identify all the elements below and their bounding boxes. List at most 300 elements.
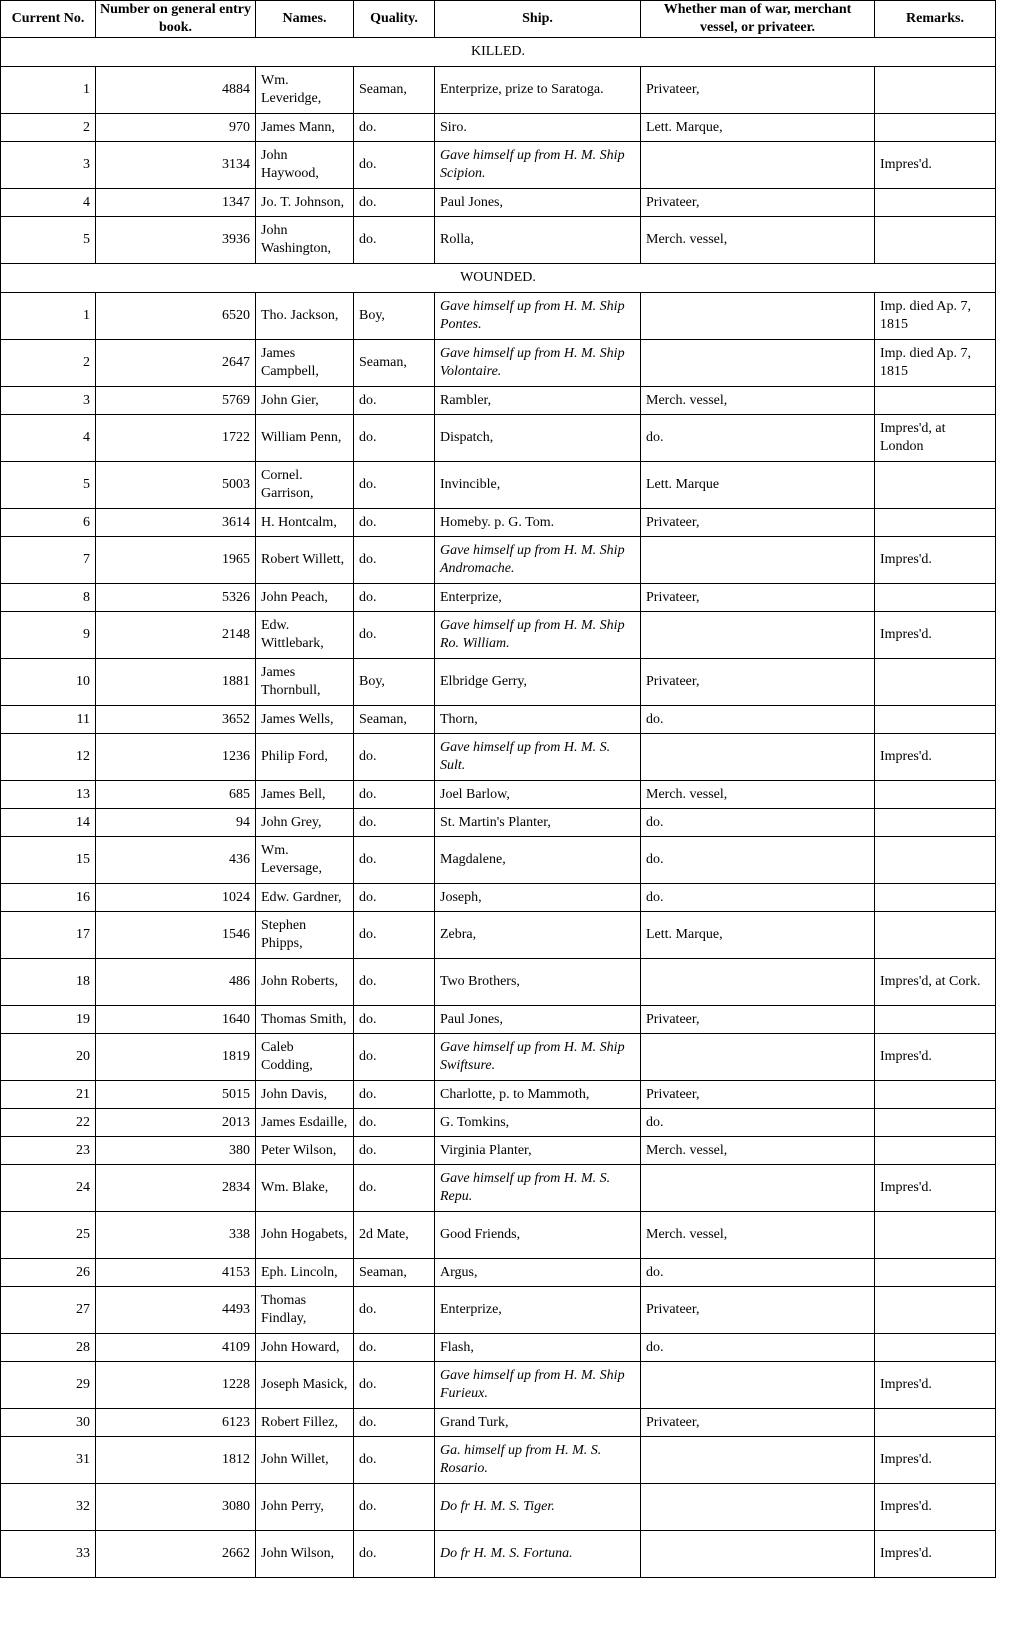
quality-cell: do. (354, 387, 435, 415)
name-cell: Edw. Wittlebark, (256, 612, 354, 659)
header-ship: Ship. (435, 1, 641, 38)
entry-number-cell: 2834 (96, 1165, 256, 1212)
name-cell: Jo. T. Johnson, (256, 189, 354, 217)
section-row (1, 264, 996, 293)
quality-cell: do. (354, 1109, 435, 1137)
name-cell: James Bell, (256, 781, 354, 809)
table-row (1, 114, 996, 142)
quality-cell: do. (354, 1287, 435, 1334)
vessel-type-cell: do. (641, 837, 875, 884)
current-no-cell: 2 (1, 114, 96, 142)
table-row (1, 734, 996, 781)
ship-cell: Good Friends, (435, 1212, 641, 1259)
ship-cell: Virginia Planter, (435, 1137, 641, 1165)
vessel-type-cell: Lett. Marque, (641, 114, 875, 142)
vessel-type-cell: Merch. vessel, (641, 387, 875, 415)
remarks-cell (875, 781, 996, 809)
name-cell: Philip Ford, (256, 734, 354, 781)
header-current-no: Current No. (1, 1, 96, 38)
vessel-type-cell (641, 1362, 875, 1409)
ship-cell: St. Martin's Planter, (435, 809, 641, 837)
quality-cell: do. (354, 959, 435, 1006)
current-no-cell: 16 (1, 884, 96, 912)
quality-cell: Seaman, (354, 67, 435, 114)
vessel-type-cell (641, 1165, 875, 1212)
vessel-type-cell: Lett. Marque, (641, 912, 875, 959)
name-cell: John Howard, (256, 1334, 354, 1362)
vessel-type-cell (641, 1531, 875, 1578)
quality-cell: do. (354, 1137, 435, 1165)
table-row (1, 142, 996, 189)
ship-cell: Grand Turk, (435, 1409, 641, 1437)
quality-cell: do. (354, 1081, 435, 1109)
remarks-cell (875, 387, 996, 415)
ship-cell: Two Brothers, (435, 959, 641, 1006)
entry-number-cell: 3936 (96, 217, 256, 264)
current-no-cell: 15 (1, 837, 96, 884)
table-row (1, 217, 996, 264)
ship-cell: Dispatch, (435, 415, 641, 462)
table-row (1, 340, 996, 387)
vessel-type-cell: do. (641, 884, 875, 912)
ship-cell: Gave himself up from H. M. Ship Furieux. (435, 1362, 641, 1409)
remarks-cell: Impres'd. (875, 1484, 996, 1531)
vessel-type-cell: do. (641, 415, 875, 462)
remarks-cell (875, 1259, 996, 1287)
header-vessel-type: Whether man of war, merchant vessel, or privateer. (641, 1, 875, 38)
current-no-cell: 22 (1, 1109, 96, 1137)
quality-cell: 2d Mate, (354, 1212, 435, 1259)
remarks-cell (875, 659, 996, 706)
current-no-cell: 19 (1, 1006, 96, 1034)
vessel-type-cell (641, 959, 875, 1006)
vessel-type-cell (641, 734, 875, 781)
quality-cell: Seaman, (354, 340, 435, 387)
remarks-cell: Impres'd, at London (875, 415, 996, 462)
quality-cell: Boy, (354, 293, 435, 340)
name-cell: Eph. Lincoln, (256, 1259, 354, 1287)
ship-cell: Thorn, (435, 706, 641, 734)
remarks-cell: Impres'd. (875, 612, 996, 659)
entry-number-cell: 4153 (96, 1259, 256, 1287)
name-cell: Cornel. Garrison, (256, 462, 354, 509)
name-cell: William Penn, (256, 415, 354, 462)
ship-cell: Gave himself up from H. M. Ship Andromache. (435, 537, 641, 584)
header-entry-no: Number on general entry book. (96, 1, 256, 38)
name-cell: John Gier, (256, 387, 354, 415)
entry-number-cell: 486 (96, 959, 256, 1006)
name-cell: Edw. Gardner, (256, 884, 354, 912)
vessel-type-cell: Privateer, (641, 1409, 875, 1437)
quality-cell: do. (354, 189, 435, 217)
entry-number-cell: 3652 (96, 706, 256, 734)
table-row (1, 1484, 996, 1531)
remarks-cell (875, 1081, 996, 1109)
quality-cell: do. (354, 884, 435, 912)
ship-cell: Joseph, (435, 884, 641, 912)
remarks-cell (875, 912, 996, 959)
entry-number-cell: 6123 (96, 1409, 256, 1437)
entry-number-cell: 685 (96, 781, 256, 809)
name-cell: Peter Wilson, (256, 1137, 354, 1165)
quality-cell: do. (354, 537, 435, 584)
table-row (1, 1259, 996, 1287)
quality-cell: do. (354, 612, 435, 659)
remarks-cell: Impres'd. (875, 1165, 996, 1212)
remarks-cell (875, 217, 996, 264)
current-no-cell: 4 (1, 415, 96, 462)
vessel-type-cell: do. (641, 1109, 875, 1137)
name-cell: John Hogabets, (256, 1212, 354, 1259)
remarks-cell (875, 584, 996, 612)
name-cell: John Willet, (256, 1437, 354, 1484)
header-row (1, 1, 996, 38)
entry-number-cell: 1236 (96, 734, 256, 781)
quality-cell: do. (354, 142, 435, 189)
entry-number-cell: 6520 (96, 293, 256, 340)
entry-number-cell: 5015 (96, 1081, 256, 1109)
entry-number-cell: 2647 (96, 340, 256, 387)
entry-number-cell: 338 (96, 1212, 256, 1259)
entry-number-cell: 3134 (96, 142, 256, 189)
name-cell: James Wells, (256, 706, 354, 734)
table-row (1, 706, 996, 734)
ship-cell: G. Tomkins, (435, 1109, 641, 1137)
remarks-cell: Impres'd. (875, 142, 996, 189)
quality-cell: do. (354, 1165, 435, 1212)
current-no-cell: 25 (1, 1212, 96, 1259)
ship-cell: Charlotte, p. to Mammoth, (435, 1081, 641, 1109)
remarks-cell (875, 1409, 996, 1437)
current-no-cell: 13 (1, 781, 96, 809)
ship-cell: Paul Jones, (435, 189, 641, 217)
ship-cell: Gave himself up from H. M. Ship Swiftsure. (435, 1034, 641, 1081)
ship-cell: Enterprize, (435, 584, 641, 612)
header-names: Names. (256, 1, 354, 38)
remarks-cell (875, 1212, 996, 1259)
name-cell: Thomas Smith, (256, 1006, 354, 1034)
quality-cell: do. (354, 1437, 435, 1484)
remarks-cell (875, 1006, 996, 1034)
current-no-cell: 1 (1, 67, 96, 114)
quality-cell: do. (354, 114, 435, 142)
table-row (1, 781, 996, 809)
name-cell: Wm. Leveridge, (256, 67, 354, 114)
ship-cell: Homeby. p. G. Tom. (435, 509, 641, 537)
entry-number-cell: 5003 (96, 462, 256, 509)
name-cell: John Perry, (256, 1484, 354, 1531)
name-cell: Caleb Codding, (256, 1034, 354, 1081)
table-row (1, 1137, 996, 1165)
table-row (1, 912, 996, 959)
quality-cell: do. (354, 217, 435, 264)
table-row (1, 1409, 996, 1437)
vessel-type-cell: Privateer, (641, 67, 875, 114)
vessel-type-cell (641, 612, 875, 659)
current-no-cell: 10 (1, 659, 96, 706)
quality-cell: Seaman, (354, 1259, 435, 1287)
vessel-type-cell: Privateer, (641, 1287, 875, 1334)
table-row (1, 1437, 996, 1484)
table-row (1, 1109, 996, 1137)
table-row (1, 1006, 996, 1034)
ship-cell: Gave himself up from H. M. S. Sult. (435, 734, 641, 781)
table-row (1, 659, 996, 706)
entry-number-cell: 1722 (96, 415, 256, 462)
ship-cell: Siro. (435, 114, 641, 142)
name-cell: John Grey, (256, 809, 354, 837)
remarks-cell: Impres'd. (875, 1362, 996, 1409)
ship-cell: Gave himself up from H. M. Ship Scipion. (435, 142, 641, 189)
table-row (1, 415, 996, 462)
ship-cell: Flash, (435, 1334, 641, 1362)
current-no-cell: 24 (1, 1165, 96, 1212)
table-row (1, 1362, 996, 1409)
name-cell: James Thornbull, (256, 659, 354, 706)
entry-number-cell: 1881 (96, 659, 256, 706)
ship-cell: Magdalene, (435, 837, 641, 884)
name-cell: Wm. Leversage, (256, 837, 354, 884)
ship-cell: Rolla, (435, 217, 641, 264)
current-no-cell: 17 (1, 912, 96, 959)
vessel-type-cell (641, 340, 875, 387)
ship-cell: Argus, (435, 1259, 641, 1287)
entry-number-cell: 1546 (96, 912, 256, 959)
ship-cell: Do fr H. M. S. Tiger. (435, 1484, 641, 1531)
vessel-type-cell (641, 1484, 875, 1531)
quality-cell: Boy, (354, 659, 435, 706)
name-cell: James Mann, (256, 114, 354, 142)
name-cell: Joseph Masick, (256, 1362, 354, 1409)
current-no-cell: 21 (1, 1081, 96, 1109)
name-cell: Stephen Phipps, (256, 912, 354, 959)
quality-cell: do. (354, 462, 435, 509)
vessel-type-cell: do. (641, 706, 875, 734)
entry-number-cell: 5326 (96, 584, 256, 612)
current-no-cell: 8 (1, 584, 96, 612)
remarks-cell (875, 67, 996, 114)
vessel-type-cell: Lett. Marque (641, 462, 875, 509)
table-row (1, 537, 996, 584)
name-cell: James Campbell, (256, 340, 354, 387)
ship-cell: Do fr H. M. S. Fortuna. (435, 1531, 641, 1578)
quality-cell: Seaman, (354, 706, 435, 734)
current-no-cell: 2 (1, 340, 96, 387)
quality-cell: do. (354, 1034, 435, 1081)
current-no-cell: 9 (1, 612, 96, 659)
entry-number-cell: 1812 (96, 1437, 256, 1484)
table-row (1, 837, 996, 884)
remarks-cell (875, 1287, 996, 1334)
table-row (1, 387, 996, 415)
table-row (1, 293, 996, 340)
current-no-cell: 14 (1, 809, 96, 837)
vessel-type-cell: Privateer, (641, 189, 875, 217)
remarks-cell (875, 1334, 996, 1362)
vessel-type-cell (641, 1034, 875, 1081)
quality-cell: do. (354, 912, 435, 959)
name-cell: John Roberts, (256, 959, 354, 1006)
remarks-cell: Imp. died Ap. 7, 1815 (875, 293, 996, 340)
current-no-cell: 29 (1, 1362, 96, 1409)
remarks-cell: Imp. died Ap. 7, 1815 (875, 340, 996, 387)
ship-cell: Gave himself up from H. M. Ship Volontaire. (435, 340, 641, 387)
current-no-cell: 12 (1, 734, 96, 781)
header-remarks: Remarks. (875, 1, 996, 38)
quality-cell: do. (354, 1362, 435, 1409)
ship-cell: Enterprize, prize to Saratoga. (435, 67, 641, 114)
remarks-cell: Impres'd. (875, 1034, 996, 1081)
current-no-cell: 26 (1, 1259, 96, 1287)
ship-cell: Invincible, (435, 462, 641, 509)
quality-cell: do. (354, 837, 435, 884)
entry-number-cell: 2013 (96, 1109, 256, 1137)
table-row (1, 584, 996, 612)
quality-cell: do. (354, 781, 435, 809)
remarks-cell (875, 1109, 996, 1137)
table-row (1, 67, 996, 114)
table-row (1, 1287, 996, 1334)
quality-cell: do. (354, 1409, 435, 1437)
vessel-type-cell: do. (641, 1259, 875, 1287)
remarks-cell: Impres'd. (875, 734, 996, 781)
ship-cell: Gave himself up from H. M. Ship Pontes. (435, 293, 641, 340)
table-row (1, 809, 996, 837)
header-quality: Quality. (354, 1, 435, 38)
table-row (1, 1531, 996, 1578)
vessel-type-cell (641, 537, 875, 584)
remarks-cell: Impres'd. (875, 1531, 996, 1578)
entry-number-cell: 2662 (96, 1531, 256, 1578)
ship-cell: Enterprize, (435, 1287, 641, 1334)
quality-cell: do. (354, 509, 435, 537)
remarks-cell (875, 114, 996, 142)
table-row (1, 1034, 996, 1081)
vessel-type-cell (641, 1437, 875, 1484)
vessel-type-cell: Merch. vessel, (641, 1137, 875, 1165)
name-cell: Wm. Blake, (256, 1165, 354, 1212)
name-cell: Robert Fillez, (256, 1409, 354, 1437)
table-row (1, 1212, 996, 1259)
entry-number-cell: 3614 (96, 509, 256, 537)
remarks-cell (875, 189, 996, 217)
current-no-cell: 18 (1, 959, 96, 1006)
current-no-cell: 32 (1, 1484, 96, 1531)
entry-number-cell: 1024 (96, 884, 256, 912)
ship-cell: Zebra, (435, 912, 641, 959)
vessel-type-cell: Privateer, (641, 1006, 875, 1034)
current-no-cell: 11 (1, 706, 96, 734)
quality-cell: do. (354, 734, 435, 781)
entry-number-cell: 1228 (96, 1362, 256, 1409)
current-no-cell: 3 (1, 387, 96, 415)
remarks-cell: Impres'd. (875, 1437, 996, 1484)
table-row (1, 1334, 996, 1362)
section-row (1, 38, 996, 67)
name-cell: John Wilson, (256, 1531, 354, 1578)
vessel-type-cell: Merch. vessel, (641, 1212, 875, 1259)
current-no-cell: 28 (1, 1334, 96, 1362)
ship-cell: Rambler, (435, 387, 641, 415)
remarks-cell (875, 884, 996, 912)
name-cell: John Davis, (256, 1081, 354, 1109)
vessel-type-cell: Privateer, (641, 509, 875, 537)
entry-number-cell: 94 (96, 809, 256, 837)
name-cell: Tho. Jackson, (256, 293, 354, 340)
remarks-cell: Impres'd, at Cork. (875, 959, 996, 1006)
current-no-cell: 31 (1, 1437, 96, 1484)
name-cell: Robert Willett, (256, 537, 354, 584)
vessel-type-cell: do. (641, 1334, 875, 1362)
entry-number-cell: 1819 (96, 1034, 256, 1081)
table-row (1, 462, 996, 509)
name-cell: Thomas Findlay, (256, 1287, 354, 1334)
entry-number-cell: 1965 (96, 537, 256, 584)
table-row (1, 884, 996, 912)
entry-number-cell: 436 (96, 837, 256, 884)
table-body (1, 38, 996, 1578)
quality-cell: do. (354, 1484, 435, 1531)
table-row (1, 189, 996, 217)
current-no-cell: 27 (1, 1287, 96, 1334)
entry-number-cell: 4884 (96, 67, 256, 114)
vessel-type-cell: Privateer, (641, 1081, 875, 1109)
quality-cell: do. (354, 1334, 435, 1362)
entry-number-cell: 4493 (96, 1287, 256, 1334)
remarks-cell (875, 509, 996, 537)
table-row (1, 959, 996, 1006)
remarks-cell (875, 706, 996, 734)
current-no-cell: 20 (1, 1034, 96, 1081)
name-cell: John Washington, (256, 217, 354, 264)
ship-cell: Elbridge Gerry, (435, 659, 641, 706)
current-no-cell: 33 (1, 1531, 96, 1578)
table-row (1, 612, 996, 659)
remarks-cell (875, 462, 996, 509)
vessel-type-cell (641, 293, 875, 340)
current-no-cell: 5 (1, 462, 96, 509)
vessel-type-cell (641, 142, 875, 189)
vessel-type-cell: Privateer, (641, 659, 875, 706)
quality-cell: do. (354, 1531, 435, 1578)
current-no-cell: 7 (1, 537, 96, 584)
ship-cell: Joel Barlow, (435, 781, 641, 809)
entry-number-cell: 5769 (96, 387, 256, 415)
quality-cell: do. (354, 584, 435, 612)
entry-number-cell: 1640 (96, 1006, 256, 1034)
quality-cell: do. (354, 1006, 435, 1034)
name-cell: H. Hontcalm, (256, 509, 354, 537)
current-no-cell: 6 (1, 509, 96, 537)
remarks-cell (875, 1137, 996, 1165)
ship-cell: Gave himself up from H. M. Ship Ro. William. (435, 612, 641, 659)
entry-number-cell: 1347 (96, 189, 256, 217)
current-no-cell: 5 (1, 217, 96, 264)
table-row (1, 1165, 996, 1212)
entry-number-cell: 2148 (96, 612, 256, 659)
current-no-cell: 4 (1, 189, 96, 217)
entry-number-cell: 380 (96, 1137, 256, 1165)
ship-cell: Paul Jones, (435, 1006, 641, 1034)
ship-cell: Ga. himself up from H. M. S. Rosario. (435, 1437, 641, 1484)
vessel-type-cell: Merch. vessel, (641, 217, 875, 264)
current-no-cell: 1 (1, 293, 96, 340)
quality-cell: do. (354, 809, 435, 837)
vessel-type-cell: Privateer, (641, 584, 875, 612)
ship-cell: Gave himself up from H. M. S. Repu. (435, 1165, 641, 1212)
name-cell: James Esdaille, (256, 1109, 354, 1137)
current-no-cell: 23 (1, 1137, 96, 1165)
